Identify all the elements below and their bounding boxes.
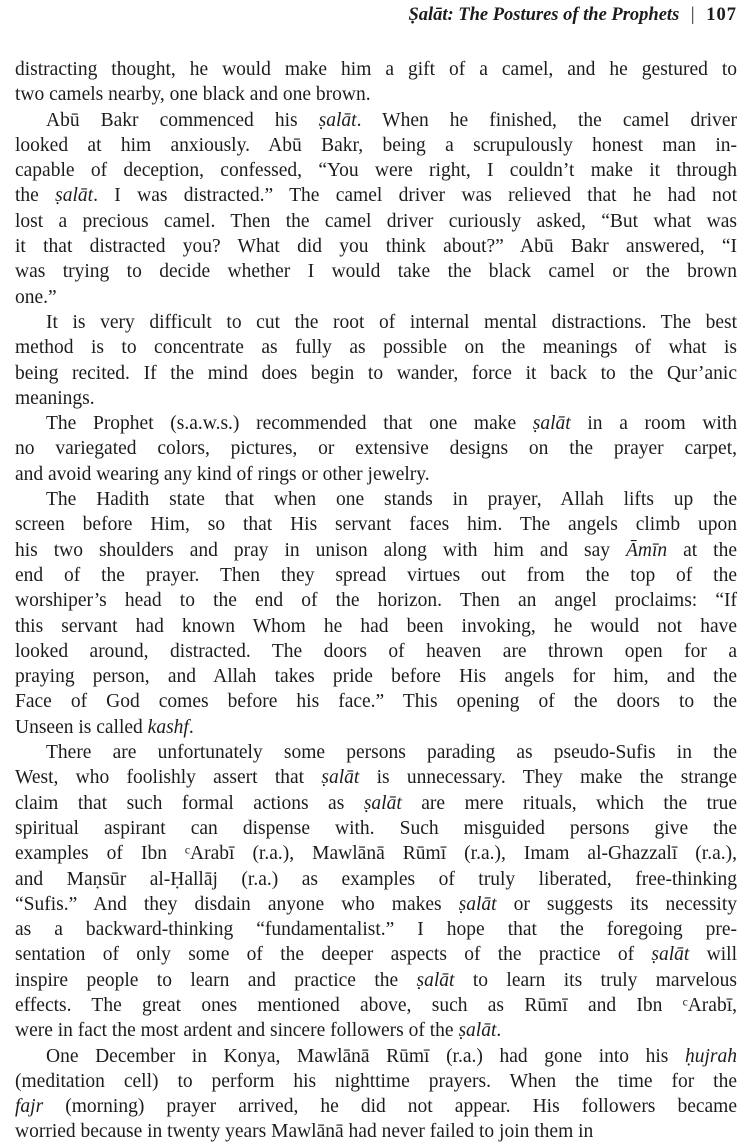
header-separator: | (690, 5, 695, 25)
text-line: and avoid wearing any kind of rings or other jewelry. (15, 463, 430, 485)
text-line: (meditation cell) to perform his nighttime prayers. When the time for the (15, 1070, 737, 1092)
text-line: method is to concentrate as fully as possible on the meanings of what is (15, 337, 737, 359)
text-line: There are unfortunately some persons parading as pseudo-Sufis in the (46, 742, 737, 764)
text-line: his two shoulders and pray in unison along with him and say Āmīn at the (15, 539, 737, 561)
text-line: The Prophet (s.a.w.s.) recommended that one make ṣalāt in a room with (46, 413, 737, 435)
text-line: end of the prayer. Then they spread virtues out from the top of the (15, 564, 737, 586)
text-line: spiritual aspirant can dispense with. Such misguided persons give the (15, 817, 737, 839)
text-block (15, 57, 737, 1143)
text-line: was trying to decide whether I would take the black camel or the brown (15, 261, 737, 283)
text-line: it that distracted you? What did you think about?” Abū Bakr answered, “I (15, 236, 737, 258)
text-line: Unseen is called kashf. (15, 716, 194, 738)
text-line: two camels nearby, one black and one brown. (15, 84, 371, 106)
header-title: Ṣalāt: The Postures of the Prophets (408, 5, 680, 25)
text-line: West, who foolishly assert that ṣalāt is unnecessary. They make the strange (15, 767, 738, 789)
text-line: and Maṇsūr al-Ḥallāj (r.a.) as examples of truly liberated, free-thinking (15, 868, 737, 890)
text-line: as a backward-thinking “fundamentalist.” I hope that the foregoing pre- (15, 919, 737, 941)
text-line: were in fact the most ardent and sincere followers of the ṣalāt. (15, 1020, 502, 1042)
text-line: distracting thought, he would make him a gift of a camel, and he gestured to (15, 59, 737, 80)
text-line: fajr (morning) prayer arrived, he did not appear. His followers became (15, 1096, 737, 1118)
text-line: Abū Bakr commenced his ṣalāt. When he finished, the camel driver (46, 109, 738, 131)
text-line: Face of God comes before his face.” This opening of the doors to the (15, 691, 737, 713)
text-line: examples of Ibn ᶜArabī (r.a.), Mawlānā Rūmī (r.a.), Imam al-Ghazzalī (r.a.), (15, 843, 737, 865)
text-line: lost a precious camel. Then the camel driver curiously asked, “But what was (15, 210, 737, 232)
text-line: It is very difficult to cut the root of internal mental distractions. The best (46, 311, 737, 333)
text-line: the ṣalāt. I was distracted.” The camel driver was relieved that he had not (15, 185, 737, 207)
text-line: effects. The great ones mentioned above, such as Rūmī and Ibn ᶜArabī, (15, 994, 737, 1016)
text-line: inspire people to learn and practice the ṣalāt to learn its truly marvelous (15, 969, 737, 991)
text-line: this servant had known Whom he had been invoking, he would not have (15, 615, 737, 637)
text-line: claim that such formal actions as ṣalāt are mere rituals, which the true (15, 792, 737, 814)
text-line: screen before Him, so that His servant faces him. The angels climb upon (15, 514, 737, 536)
text-line: meanings. (15, 387, 95, 409)
text-line: “Sufis.” And they disdain anyone who makes ṣalāt or suggests its necessity (15, 893, 737, 915)
header-page-number: 107 (706, 5, 737, 25)
text-line: One December in Konya, Mawlānā Rūmī (r.a.) had gone into his ḥujrah (46, 1045, 737, 1067)
text-line: worried because in twenty years Mawlānā had never failed to join them in (15, 1121, 594, 1143)
text-line: looked around, distracted. The doors of heaven are thrown open for a (15, 640, 737, 662)
text-line: no variegated colors, pictures, or extensive designs on the prayer carpet, (15, 438, 737, 460)
text-line: praying person, and Allah takes pride before His angels for him, and the (15, 666, 737, 688)
text-line: looked at him anxiously. Abū Bakr, being a scrupulously honest man in- (15, 134, 737, 156)
text-line: capable of deception, confessed, “You were right, I couldn’t make it through (15, 160, 737, 182)
text-line: worshiper’s head to the end of the horizon. Then an angel proclaims: “If (15, 590, 737, 612)
text-line: sentation of only some of the deeper aspects of the practice of ṣalāt will (15, 944, 737, 966)
text-line: one.” (15, 286, 57, 308)
text-line: The Hadith state that when one stands in prayer, Allah lifts up the (46, 489, 737, 511)
running-header (15, 5, 737, 26)
text-line: being recited. If the mind does begin to wander, force it back to the Qur’anic (15, 362, 737, 384)
